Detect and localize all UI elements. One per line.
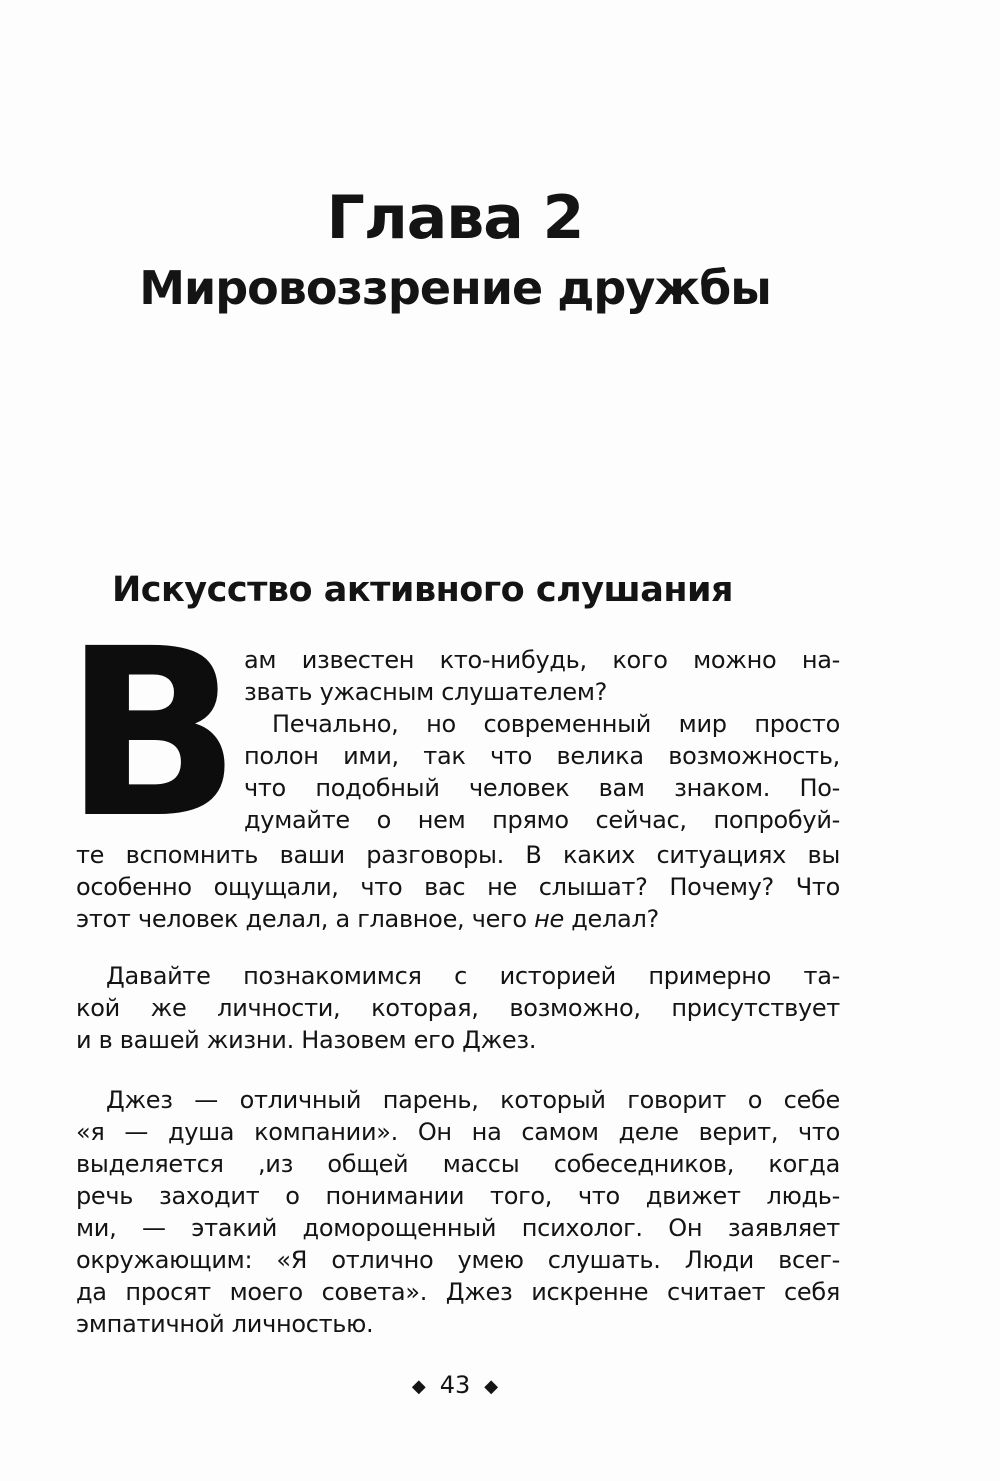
text-line: особенно ощущали, что вас не слышат? Почему? Что — [76, 873, 840, 901]
drop-cap-letter: В — [64, 599, 237, 869]
text-line: окружающим: «Я отлично умею слушать. Люди всег- — [76, 1246, 840, 1274]
text-line: да просят моего совета». Джез искренне считает себя — [76, 1278, 840, 1306]
text-run: этот человек делал, а главное, чего — [76, 905, 535, 933]
text-run: делал? — [563, 905, 659, 933]
text-line: эмпатичной личностью. — [76, 1310, 374, 1338]
text-line: речь заходит о понимании того, что движет людь- — [76, 1182, 840, 1210]
text-line: звать ужасным слушателем? — [244, 678, 608, 706]
diamond-ornament-icon: ◆ — [411, 1376, 426, 1397]
text-line: кой же личности, которая, возможно, присутствует — [76, 994, 840, 1022]
text-line: Давайте познакомимся с историей примерно та- — [106, 962, 840, 990]
diamond-ornament-icon: ◆ — [484, 1376, 499, 1397]
section-heading: Искусство активного слушания — [112, 570, 734, 610]
text-line: думайте о нем прямо сейчас, попробуй- — [244, 806, 840, 834]
text-line: что подобный человек вам знаком. По- — [244, 774, 840, 802]
text-line: «я — душа компании». Он на самом деле верит, что — [76, 1118, 840, 1146]
text-line: ам известен кто-нибудь, кого можно на- — [244, 646, 840, 674]
text-line: полон ими, так что велика возможность, — [244, 742, 840, 770]
text-line: Джез — отличный парень, который говорит о себе — [106, 1086, 840, 1114]
text-line: Печально, но современный мир просто — [272, 710, 840, 738]
text-line: выделяется ,из общей массы собеседников, когда — [76, 1150, 840, 1178]
text-line-last — [76, 904, 659, 936]
chapter-title: Мировоззрение дружбы — [139, 261, 771, 315]
page-number: 43 — [439, 1371, 471, 1399]
emphasis-text: не — [534, 905, 564, 933]
page-footer — [0, 1370, 910, 1402]
text-line: и в вашей жизни. Назовем его Джез. — [76, 1026, 537, 1054]
text-line: те вспомнить ваши разговоры. В каких ситуациях вы — [76, 841, 840, 869]
text-line: ми, — этакий доморощенный психолог. Он заявляет — [76, 1214, 840, 1242]
chapter-number: Глава 2 — [326, 183, 584, 253]
